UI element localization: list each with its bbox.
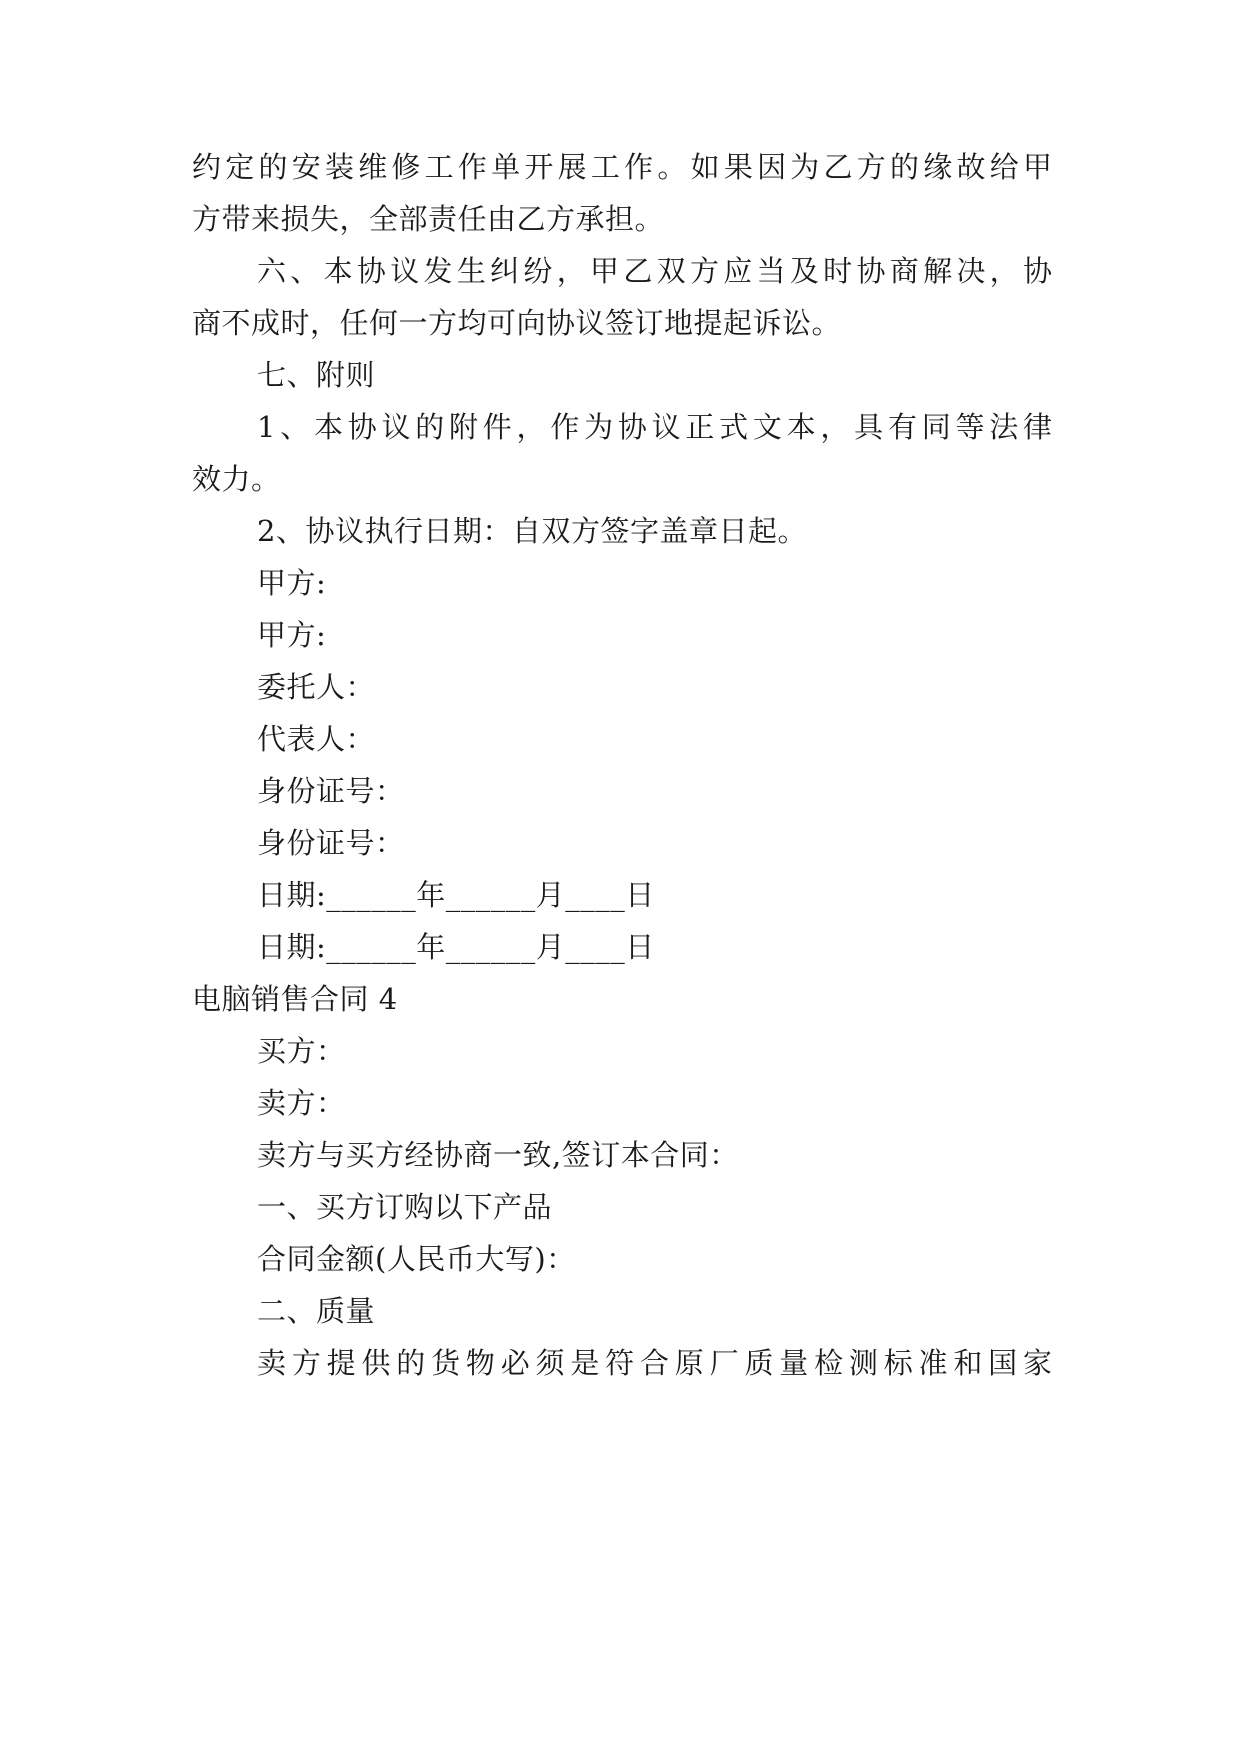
paragraph-line: 约定的安装维修工作单开展工作。如果因为乙方的缘故给甲 — [192, 150, 1052, 184]
paragraph-line: 2、协议执行日期：自双方签字盖章日起。 — [257, 514, 807, 548]
section-heading: 七、附则 — [257, 358, 376, 392]
party-field: 卖方： — [257, 1086, 346, 1120]
signature-field: 身份证号： — [257, 774, 405, 808]
date-field: 日期:______年______月____日 — [257, 930, 655, 964]
date-field: 日期:______年______月____日 — [257, 878, 655, 912]
signature-field: 委托人： — [257, 670, 376, 704]
signature-field: 身份证号： — [257, 826, 405, 860]
signature-field: 甲方: — [257, 618, 327, 652]
paragraph-line: 卖方与买方经协商一致,签订本合同： — [257, 1138, 739, 1172]
signature-field: 代表人： — [257, 722, 376, 756]
paragraph-line: 卖方提供的货物必须是符合原厂质量检测标准和国家 — [257, 1346, 1052, 1380]
paragraph-line: 方带来损失，全部责任由乙方承担。 — [192, 202, 665, 236]
paragraph-line: 六、本协议发生纠纷，甲乙双方应当及时协商解决，协 — [257, 254, 1052, 288]
signature-field: 甲方: — [257, 566, 327, 600]
party-field: 买方： — [257, 1034, 346, 1068]
contract-title: 电脑销售合同 4 — [192, 982, 398, 1016]
paragraph-line: 合同金额(人民币大写)： — [257, 1242, 576, 1276]
paragraph-line: 1、本协议的附件，作为协议正式文本，具有同等法律 — [257, 410, 1052, 444]
section-heading: 二、质量 — [257, 1294, 376, 1328]
paragraph-line: 效力。 — [192, 462, 281, 496]
section-heading: 一、买方订购以下产品 — [257, 1190, 553, 1224]
paragraph-line: 商不成时，任何一方均可向协议签订地提起诉讼。 — [192, 306, 842, 340]
